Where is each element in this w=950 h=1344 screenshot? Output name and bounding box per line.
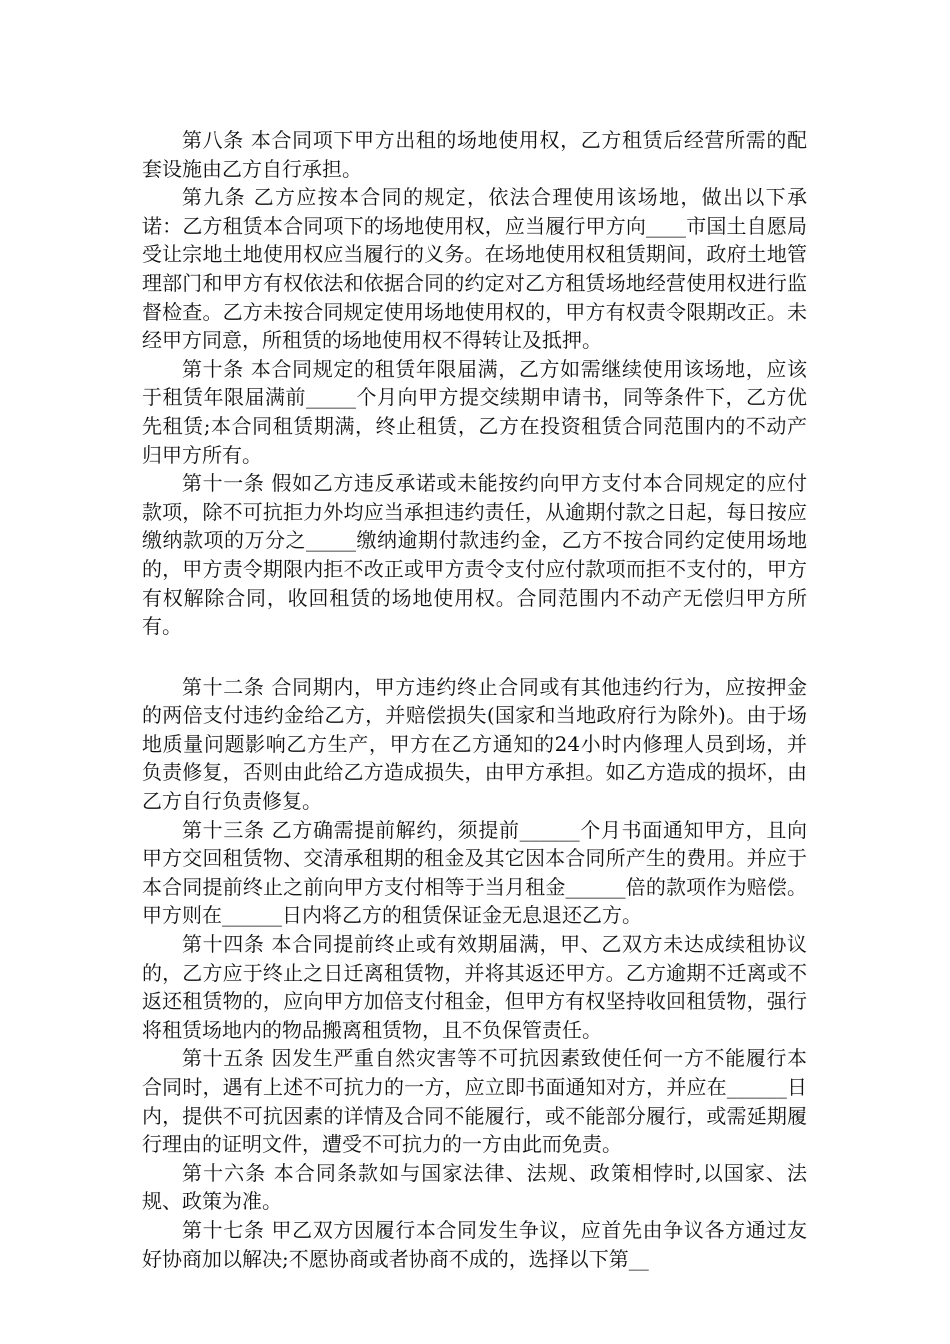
clause-8: 第八条 本合同项下甲方出租的场地使用权，乙方租赁后经营所需的配套设施由乙方自行承担。 <box>142 128 807 181</box>
clause-16: 第十六条 本合同条款如与国家法律、法规、政策相悖时,以国家、法规、政策为准。 <box>142 1160 807 1214</box>
paragraph-gap <box>142 641 807 673</box>
clause-11: 第十一条 假如乙方违反承诺或未能按约向甲方支付本合同规定的应付款项，除不可抗拒力外均应当承担违约责任，从逾期付款之日起，每日按应缴纳款项的万分之_____缴纳逾期付款违约金，乙方不按合同约定使用场地的，甲方责令期限内拒不改正或甲方责令支付应付款项而拒不支付的，甲方有权解除合同，收回租赁的场地使用权。合同范围内不动产无偿归甲方所有。 <box>142 471 807 639</box>
clause-10: 第十条 本合同规定的租赁年限届满，乙方如需继续使用该场地，应该于租赁年限届满前_____个月向甲方提交续期申请书，同等条件下，乙方优先租赁;本合同租赁期满，终止租赁，乙方在投资租赁合同范围内的不动产归甲方所有。 <box>142 356 807 467</box>
clause-15: 第十五条 因发生严重自然灾害等不可抗因素致使任何一方不能履行本合同时，遇有上述不可抗力的一方，应立即书面通知对方，并应在______日内，提供不可抗因素的详情及合同不能履行，或不能部分履行，或需延期履行理由的证明文件，遭受不可抗力的一方由此而免责。 <box>142 1046 807 1157</box>
clause-13: 第十三条 乙方确需提前解约，须提前______个月书面通知甲方，且向甲方交回租赁物、交清承租期的租金及其它因本合同所产生的费用。并应于本合同提前终止之前向甲方支付相等于当月租金______倍的款项作为赔偿。甲方则在______日内将乙方的租赁保证金无息退还乙方。 <box>142 817 807 928</box>
clause-9: 第九条 乙方应按本合同的规定，依法合理使用该场地，做出以下承诺：乙方租赁本合同项下的场地使用权，应当履行甲方向____市国土自愿局受让宗地土地使用权应当履行的义务。在场地使用权租赁期间，政府土地管理部门和甲方有权依法和依据合同的约定对乙方租赁场地经营使用权进行监督检查。乙方未按合同规定使用场地使用权的，甲方有权责令限期改正。未经甲方同意，所租赁的场地使用权不得转让及抵押。 <box>142 185 807 353</box>
clause-17: 第十七条 甲乙双方因履行本合同发生争议，应首先由争议各方通过友好协商加以解决;不愿协商或者协商不成的，选择以下第__ <box>142 1217 807 1271</box>
document-page <box>142 126 807 1273</box>
clause-12: 第十二条 合同期内，甲方违约终止合同或有其他违约行为，应按押金的两倍支付违约金给乙方，并赔偿损失(国家和当地政府行为除外)。由于场地质量问题影响乙方生产，甲方在乙方通知的24小时内修理人员到场，并负责修复，否则由此给乙方造成损失，由甲方承担。如乙方造成的损坏，由乙方自行负责修复。 <box>142 674 807 814</box>
clause-14: 第十四条 本合同提前终止或有效期届满，甲、乙双方未达成续租协议的，乙方应于终止之日迁离租赁物，并将其返还甲方。乙方逾期不迁离或不返还租赁物的，应向甲方加倍支付租金，但甲方有权坚持收回租赁物，强行将租赁场地内的物品搬离租赁物，且不负保管责任。 <box>142 932 807 1042</box>
